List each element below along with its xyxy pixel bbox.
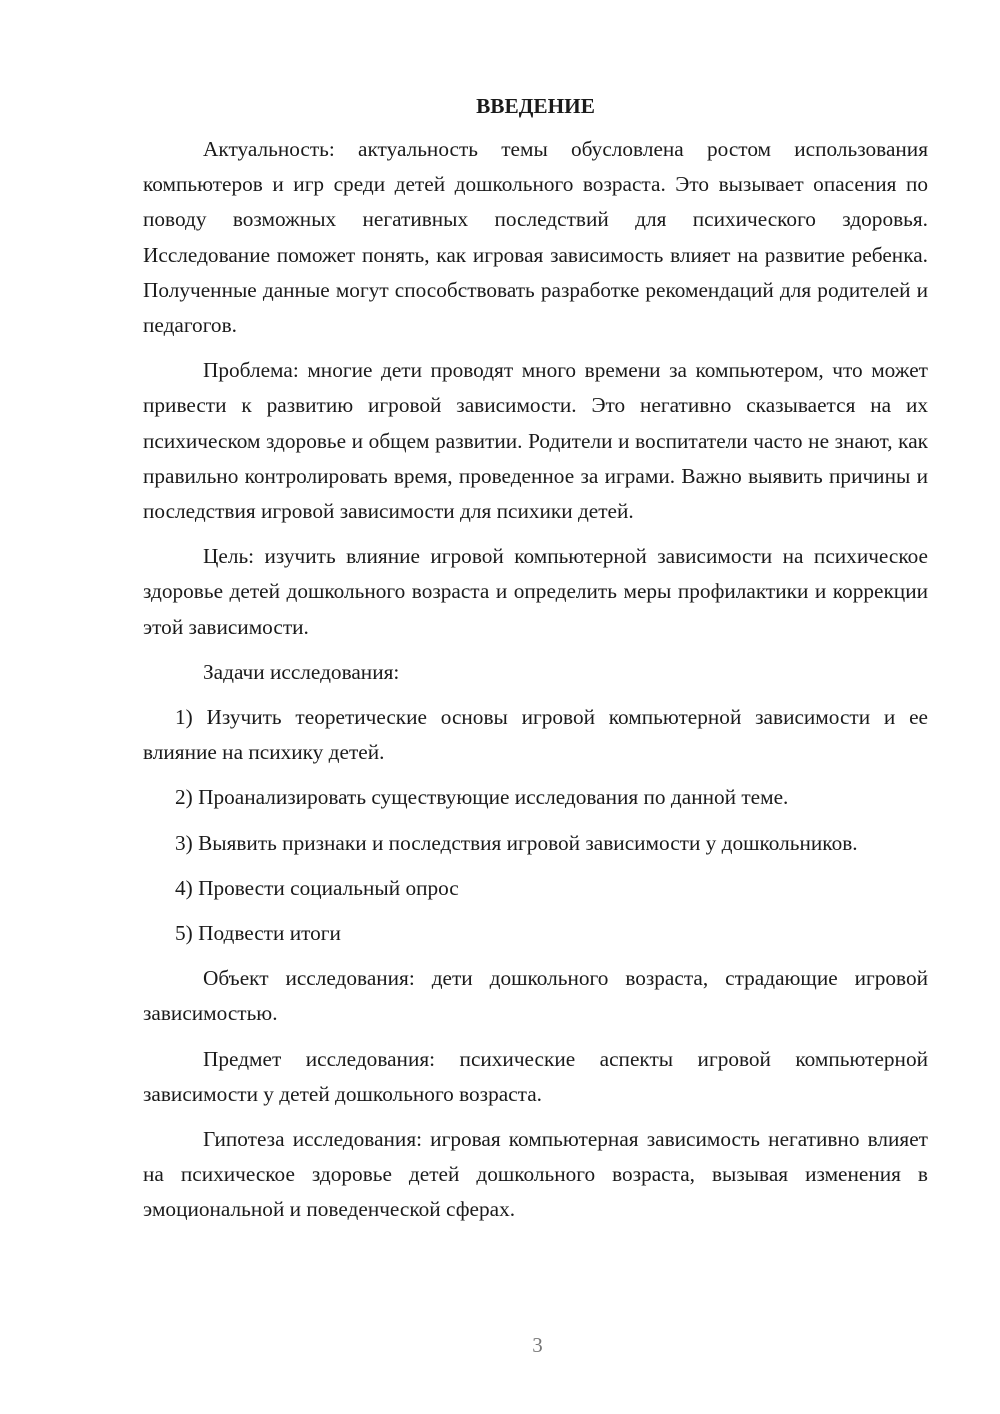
task-item: 3) Выявить признаки и последствия игровой зависимости у дошкольников. — [175, 830, 858, 855]
goal-paragraph: Цель: изучить влияние игровой компьютерной зависимости на психическое здоровье детей дошкольного возраста и определить меры профилактики и коррекции этой зависимости. — [143, 544, 928, 639]
page-title: ВВЕДЕНИЕ — [476, 94, 595, 118]
problem-paragraph: Проблема: многие дети проводят много времени за компьютером, что может привести к развитию игровой зависимости. Это негативно сказывается на их психическом здоровье и общем развитии. Родители и воспитатели часто не знают, как правильно контролировать время, проведенное за играми. Важно выявить причины и последствия игровой зависимости для психики детей. — [143, 358, 928, 524]
tasks-list — [143, 700, 928, 951]
page-number: 3 — [532, 1333, 543, 1357]
task-item: 2) Проанализировать существующие исследования по данной теме. — [175, 785, 789, 810]
subject-paragraph: Предмет исследования: психические аспекты игровой компьютерной зависимости у детей дошкольного возраста. — [143, 1046, 928, 1106]
task-item: 5) Подвести итоги — [175, 921, 341, 946]
tasks-heading: Задачи исследования: — [203, 659, 400, 684]
relevance-paragraph: Актуальность: актуальность темы обусловлена ростом использования компьютеров и игр среди детей дошкольного возраста. Это вызывает опасения по поводу возможных негативных последствий для психического здоровья. Исследование поможет понять, как игровая зависимость влияет на развитие ребенка. Полученные данные могут способствовать разработке рекомендаций для родителей и педагогов. — [143, 137, 928, 338]
object-paragraph: Объект исследования: дети дошкольного возраста, страдающие игровой зависимостью. — [143, 966, 928, 1026]
task-item: 1) Изучить теоретические основы игровой компьютерной зависимости и ее влияние на психику детей. — [143, 705, 928, 765]
task-item: 4) Провести социальный опрос — [175, 875, 459, 900]
hypothesis-paragraph: Гипотеза исследования: игровая компьютерная зависимость негативно влияет на психическое здоровье детей дошкольного возраста, вызывая изменения в эмоциональной и поведенческой сферах. — [143, 1127, 928, 1222]
document-page — [143, 92, 928, 1238]
